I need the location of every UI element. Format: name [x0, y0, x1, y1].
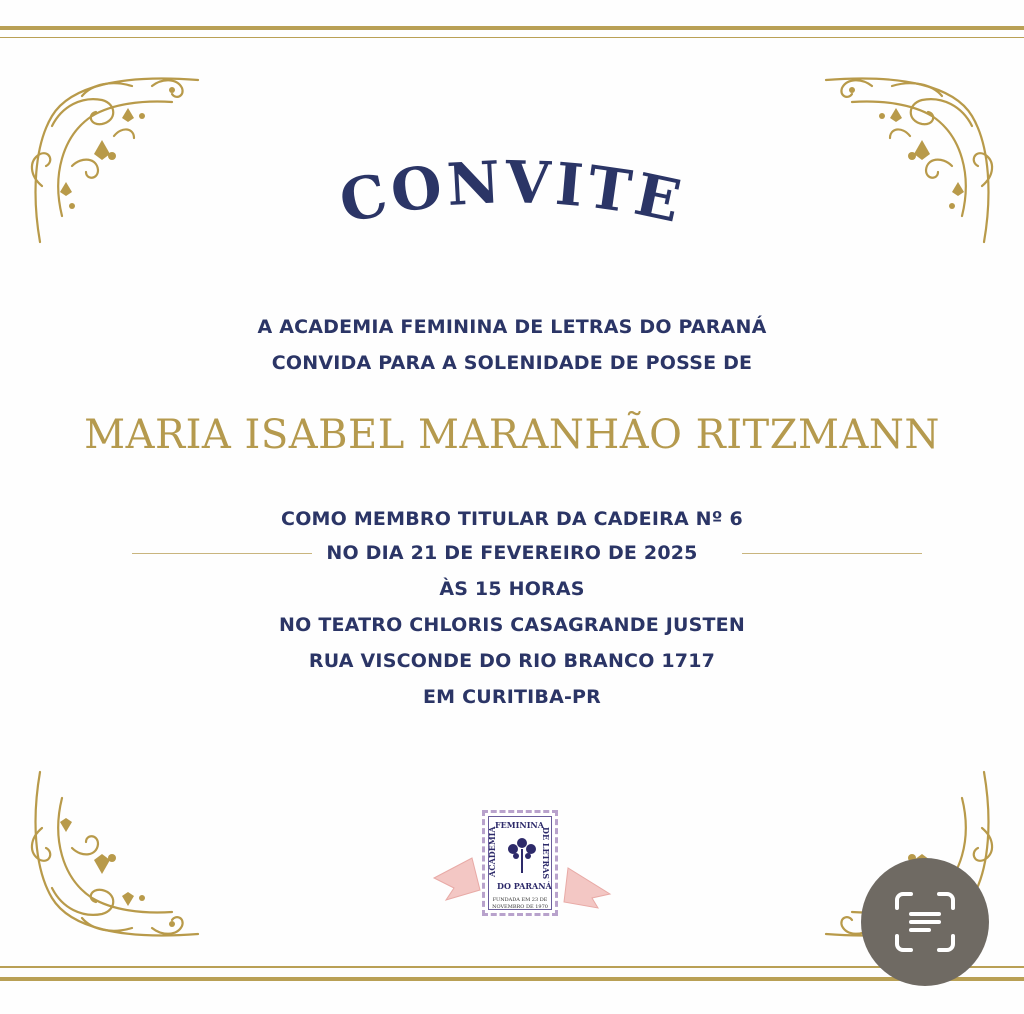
top-border-thin [0, 37, 1024, 38]
bottom-border-thin [0, 966, 1024, 968]
ornament-bottom-left-icon [22, 768, 202, 948]
invitation-title [0, 150, 1024, 270]
intro-line-1: A ACADEMIA FEMININA DE LETRAS DO PARANÁ [257, 316, 767, 338]
logo-founded-line-1: FUNDADA EM 23 DE [492, 897, 548, 903]
araucaria-tree-icon [507, 835, 537, 875]
intro-line-2: CONVIDA PARA A SOLENIDADE DE POSSE DE [271, 352, 753, 374]
detail-line-5: RUA VISCONDE DO RIO BRANCO 1717 [308, 650, 716, 672]
honoree-name: MARIA ISABEL MARANHÃO RITZMANN [84, 412, 940, 458]
detail-line-3: ÀS 15 HORAS [439, 578, 585, 600]
detail-line-1: COMO MEMBRO TITULAR DA CADEIRA Nº 6 [281, 508, 743, 530]
detail-line-6: EM CURITIBA-PR [422, 686, 602, 708]
logo-word-de-letras: DE LETRAS [541, 827, 551, 880]
detail-line-4: NO TEATRO CHLORIS CASAGRANDE JUSTEN [279, 614, 745, 636]
logo-founded-line-2: NOVEMBRO DE 1970 [492, 904, 548, 910]
logo-word-academia: ACADEMIA [487, 826, 497, 877]
scan-text-button[interactable] [861, 858, 989, 986]
academy-logo [432, 808, 612, 920]
text-scan-icon [893, 890, 957, 954]
bottom-border-thick [0, 977, 1024, 981]
detail-line-2: NO DIA 21 DE FEVEREIRO DE 2025 [326, 542, 698, 564]
logo-word-do-parana: DO PARANÁ [497, 881, 552, 891]
academy-stamp [482, 810, 558, 916]
logo-word-feminina: FEMININA [495, 820, 544, 830]
top-border-thick [0, 26, 1024, 30]
svg-text:CONVITE: CONVITE [333, 150, 691, 237]
